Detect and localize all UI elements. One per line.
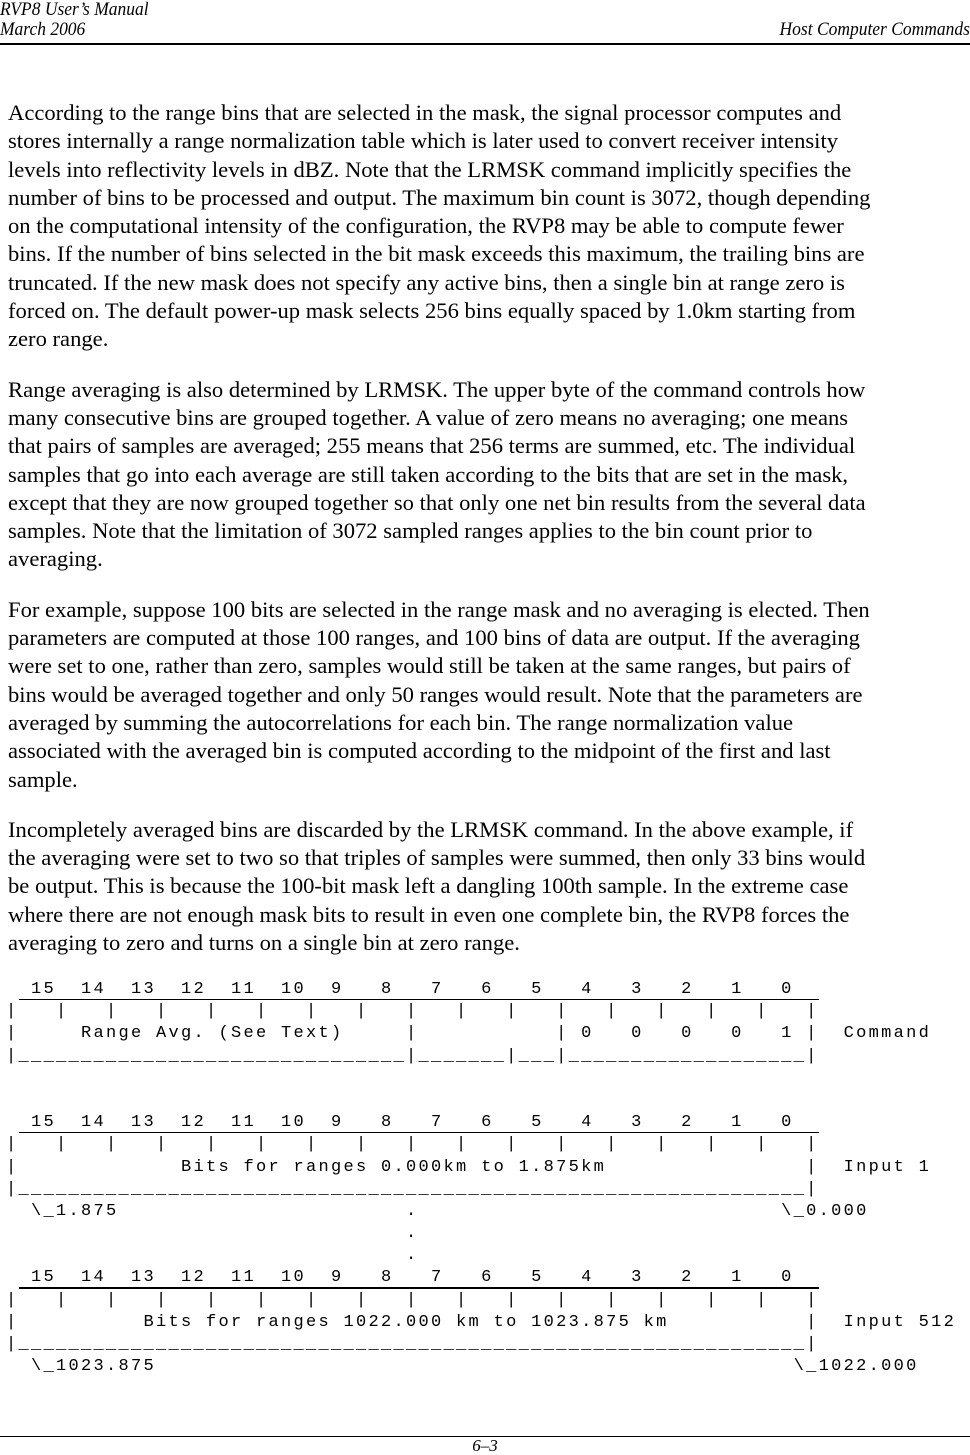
- paragraph-line: Range averaging is also determined by LRMSK. The upper byte of the command controls how: [8, 376, 866, 402]
- diagram-line: | | | | | | | | | | | | | | | | |: [6, 1002, 819, 1022]
- diagram-line: \_1023.875 \_1022.000: [6, 1357, 919, 1377]
- lrmsk-bit-diagram: [6, 979, 956, 1378]
- paragraph-line: zero range.: [8, 326, 109, 352]
- paragraph-line: sample.: [8, 766, 78, 792]
- paragraph-line: samples. Note that the limitation of 3072 sampled ranges applies to the bin count prior to: [8, 518, 813, 544]
- paragraph-line: averaged by summing the autocorrelations for each bin. The range normalization value: [8, 709, 794, 735]
- diagram-line: | Range Avg. (See Text) | | 0 0 0 0 1 | Command: [6, 1024, 932, 1044]
- diagram-line: \_1.875 . \_0.000: [6, 1201, 869, 1221]
- paragraph: [8, 596, 970, 794]
- paragraph-line: were set to one, rather than zero, samples would still be taken at the same ranges, but pairs of: [8, 653, 851, 679]
- diagram-line: |_______________________________|_______|___|___________________|: [6, 1046, 819, 1066]
- diagram-line: | Bits for ranges 1022.000 km to 1023.875 km | Input 512: [6, 1312, 957, 1332]
- paragraph-line: Incompletely averaged bins are discarded by the LRMSK command. In the above example, if: [8, 816, 854, 842]
- paragraph-line: on the computational intensity of the configuration, the RVP8 may be able to compute fewer: [8, 213, 844, 239]
- manual-date: March 2006: [0, 19, 86, 40]
- paragraph: [8, 816, 970, 957]
- paragraph-line: levels into reflectivity levels in dBZ. Note that the LRMSK command implicitly specifies the: [8, 156, 852, 182]
- manual-title: RVP8 User’s Manual: [0, 0, 149, 20]
- page-number: 6–3: [472, 1436, 498, 1455]
- paragraph-line: bins. If the number of bins selected in the bit mask exceeds this maximum, the trailing bins are: [8, 241, 865, 267]
- paragraph-line: stores internally a range normalization table which is later used to convert receiver intensity: [8, 128, 839, 154]
- diagram-line: [6, 1068, 956, 1090]
- paragraph-line: truncated. If the new mask does not specify any active bins, then a single bin at range zero is: [8, 269, 845, 295]
- paragraph-line: that pairs of samples are averaged; 255 means that 256 terms are summed, etc. The individual: [8, 433, 856, 459]
- paragraph-line: associated with the averaged bin is computed according to the midpoint of the first and last: [8, 738, 831, 764]
- diagram-line: |_______________________________________________________________|: [6, 1179, 819, 1199]
- paragraph-line: forced on. The default power-up mask selects 256 bins equally spaced by 1.0km starting from: [8, 298, 856, 324]
- diagram-line: | Bits for ranges 0.000km to 1.875km | Input 1: [6, 1157, 932, 1177]
- paragraph-line: For example, suppose 100 bits are selected in the range mask and no averaging is elected. Then: [8, 596, 870, 622]
- paragraph-line: According to the range bins that are selected in the mask, the signal processor computes and: [8, 100, 842, 125]
- diagram-line: [6, 1090, 956, 1112]
- bit-number-row: 15 14 13 12 11 10 9 8 7 6 5 4 3 2 1 0: [6, 1267, 956, 1289]
- paragraph-line: averaging.: [8, 546, 103, 572]
- paragraph-line: be output. This is because the 100-bit mask left a dangling 100th sample. In the extreme case: [8, 873, 849, 899]
- diagram-line: | | | | | | | | | | | | | | | | |: [6, 1290, 819, 1310]
- paragraph-line: averaging to zero and turns on a single bin at zero range.: [8, 930, 520, 956]
- paragraph-line: parameters are computed at those 100 ranges, and 100 bins of data are output. If the averaging: [8, 625, 860, 651]
- diagram-line: |_______________________________________________________________|: [6, 1335, 819, 1354]
- paragraph: [8, 376, 970, 574]
- section-title: Host Computer Commands: [779, 19, 970, 40]
- header-rule: [0, 43, 970, 45]
- bit-number-row: 15 14 13 12 11 10 9 8 7 6 5 4 3 2 1 0: [6, 1112, 956, 1134]
- paragraph: [8, 99, 970, 354]
- bit-number-row: 15 14 13 12 11 10 9 8 7 6 5 4 3 2 1 0: [6, 979, 956, 1001]
- paragraph-line: many consecutive bins are grouped together. A value of zero means no averaging; one means: [8, 404, 849, 430]
- diagram-line: | | | | | | | | | | | | | | | | |: [6, 1135, 819, 1155]
- diagram-line: .: [6, 1246, 419, 1266]
- paragraph-line: samples that go into each average are still taken according to the bits that are set in the mask,: [8, 461, 849, 487]
- paragraph-line: number of bins to be processed and output. The maximum bin count is 3072, though depending: [8, 184, 871, 210]
- diagram-line: .: [6, 1224, 419, 1244]
- paragraph-line: except that they are now grouped together so that only one net bin results from the several data: [8, 489, 866, 515]
- paragraph-line: where there are not enough mask bits to result in even one complete bin, the RVP8 forces the: [8, 901, 850, 927]
- paragraph-line: bins would be averaged together and only 50 ranges would result. Note that the parameters are: [8, 681, 863, 707]
- body-text: [8, 99, 970, 979]
- paragraph-line: the averaging were set to two so that triples of samples were summed, then only 33 bins would: [8, 845, 866, 871]
